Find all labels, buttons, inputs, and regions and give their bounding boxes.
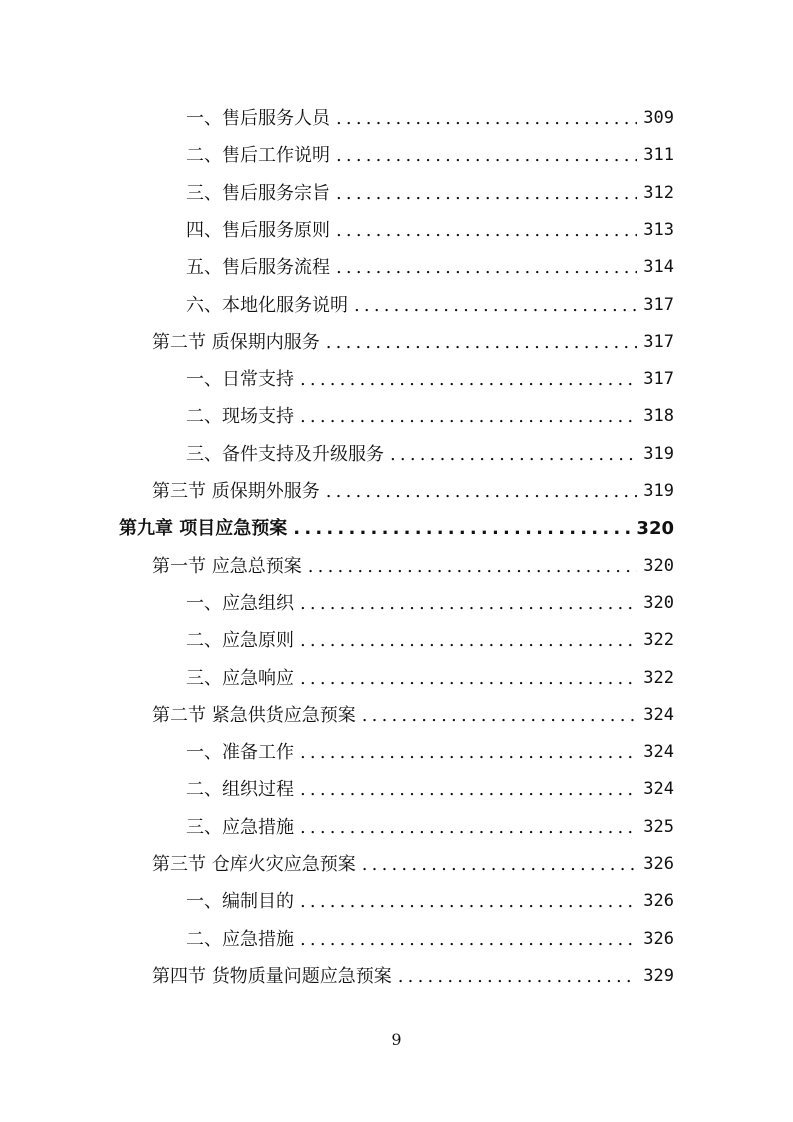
toc-item-entry[interactable] xyxy=(186,809,674,846)
toc-item-entry[interactable] xyxy=(186,585,674,622)
toc-entry-label: 五、售后服务流程 xyxy=(186,257,330,279)
toc-section-entry[interactable] xyxy=(152,324,674,361)
toc-item-entry[interactable] xyxy=(186,137,674,174)
toc-entry-page: 320 xyxy=(643,592,674,613)
toc-entry-label: 三、应急响应 xyxy=(186,667,294,689)
toc-entry-label: 一、售后服务人员 xyxy=(186,108,330,129)
toc-item-entry[interactable] xyxy=(186,175,674,212)
toc-entry-page: 324 xyxy=(643,704,674,725)
toc-entry-page: 318 xyxy=(643,406,674,427)
toc-item-entry[interactable] xyxy=(186,883,674,920)
toc-item-entry[interactable] xyxy=(186,287,674,324)
toc-leader-dots xyxy=(300,921,637,958)
toc-entry-page: 309 xyxy=(643,108,674,128)
toc-leader-dots xyxy=(300,809,637,846)
toc-entry-label: 二、现场支持 xyxy=(186,406,294,428)
toc-entry-page: 326 xyxy=(643,928,674,949)
toc-leader-dots xyxy=(336,175,637,212)
toc-leader-dots xyxy=(362,846,638,883)
toc-entry-label: 四、售后服务原则 xyxy=(186,219,330,241)
toc-leader-dots xyxy=(300,585,637,622)
toc-leader-dots xyxy=(308,548,638,585)
toc-leader-dots xyxy=(336,212,637,249)
toc-leader-dots xyxy=(336,100,637,137)
toc-entry-label: 三、应急措施 xyxy=(186,816,294,838)
toc-leader-dots xyxy=(300,622,637,659)
toc-entry-page: 324 xyxy=(643,779,674,800)
toc-leader-dots xyxy=(300,361,637,398)
toc-entry-page: 326 xyxy=(643,854,674,874)
toc-entry-label: 第二节 质保期内服务 xyxy=(152,331,320,353)
toc-entry-page: 311 xyxy=(643,145,674,166)
toc-leader-dots xyxy=(398,958,638,995)
toc-entry-label: 第九章 项目应急预案 xyxy=(119,518,288,540)
toc-leader-dots xyxy=(326,473,638,510)
toc-item-entry[interactable] xyxy=(186,436,674,473)
toc-leader-dots xyxy=(336,137,637,174)
toc-chapter-entry[interactable] xyxy=(119,510,674,547)
toc-entry-page: 317 xyxy=(643,294,674,315)
toc-entry-label: 第一节 应急总预案 xyxy=(152,555,302,577)
toc-item-entry[interactable] xyxy=(186,660,674,697)
toc-entry-page: 320 xyxy=(643,555,674,576)
toc-entry-page: 313 xyxy=(643,219,674,240)
toc-entry-label: 一、日常支持 xyxy=(186,369,294,391)
toc-item-entry[interactable] xyxy=(186,249,674,286)
toc-entry-label: 第二节 紧急供货应急预案 xyxy=(152,704,356,726)
toc-leader-dots xyxy=(300,398,637,435)
toc-leader-dots xyxy=(336,249,637,286)
toc-leader-dots xyxy=(390,436,637,473)
toc-item-entry[interactable] xyxy=(186,622,674,659)
toc-entry-label: 第三节 仓库火灾应急预案 xyxy=(152,854,356,875)
toc-item-entry[interactable] xyxy=(186,100,674,137)
toc-entry-page: 319 xyxy=(643,481,674,501)
toc-section-entry[interactable] xyxy=(152,473,674,510)
toc-entry-label: 三、备件支持及升级服务 xyxy=(186,443,384,465)
toc-entry-page: 320 xyxy=(636,518,674,540)
toc-entry-page: 326 xyxy=(643,891,674,912)
toc-entry-label: 六、本地化服务说明 xyxy=(186,294,348,316)
toc-leader-dots xyxy=(300,883,637,920)
toc-entry-page: 319 xyxy=(643,443,674,464)
toc-entry-page: 322 xyxy=(643,667,674,688)
toc-item-entry[interactable] xyxy=(186,398,674,435)
toc-entry-page: 314 xyxy=(643,257,674,278)
toc-leader-dots xyxy=(362,697,638,734)
toc-entry-label: 二、应急原则 xyxy=(186,630,294,652)
toc-entry-page: 312 xyxy=(643,182,674,203)
toc-entry-page: 325 xyxy=(643,816,674,837)
toc-entry-label: 一、准备工作 xyxy=(186,742,294,764)
toc-section-entry[interactable] xyxy=(152,958,674,995)
toc-leader-dots xyxy=(293,510,630,547)
toc-entry-label: 二、组织过程 xyxy=(186,779,294,801)
toc-entry-label: 二、售后工作说明 xyxy=(186,145,330,167)
toc-entry-label: 第四节 货物质量问题应急预案 xyxy=(152,965,392,987)
toc-entry-label: 一、应急组织 xyxy=(186,592,294,614)
toc-leader-dots xyxy=(354,287,637,324)
toc-section-entry[interactable] xyxy=(152,697,674,734)
toc-entry-page: 324 xyxy=(643,742,674,763)
toc-entry-page: 317 xyxy=(643,331,674,352)
toc-leader-dots xyxy=(300,771,637,808)
toc-entry-label: 二、应急措施 xyxy=(186,928,294,950)
toc-section-entry[interactable] xyxy=(152,846,674,883)
toc-entry-page: 322 xyxy=(643,630,674,651)
toc-section-entry[interactable] xyxy=(152,548,674,585)
toc-leader-dots xyxy=(300,734,637,771)
toc-item-entry[interactable] xyxy=(186,361,674,398)
toc-entry-label: 一、编制目的 xyxy=(186,891,294,913)
page-number: 9 xyxy=(391,1030,402,1049)
toc-entry-label: 三、售后服务宗旨 xyxy=(186,182,330,204)
toc-item-entry[interactable] xyxy=(186,921,674,958)
toc-leader-dots xyxy=(300,660,637,697)
toc-entry-page: 329 xyxy=(643,965,674,986)
toc-item-entry[interactable] xyxy=(186,212,674,249)
toc-entry-page: 317 xyxy=(643,369,674,390)
toc-item-entry[interactable] xyxy=(186,734,674,771)
toc-entry-label: 第三节 质保期外服务 xyxy=(152,481,320,502)
toc-leader-dots xyxy=(326,324,638,361)
toc-item-entry[interactable] xyxy=(186,771,674,808)
